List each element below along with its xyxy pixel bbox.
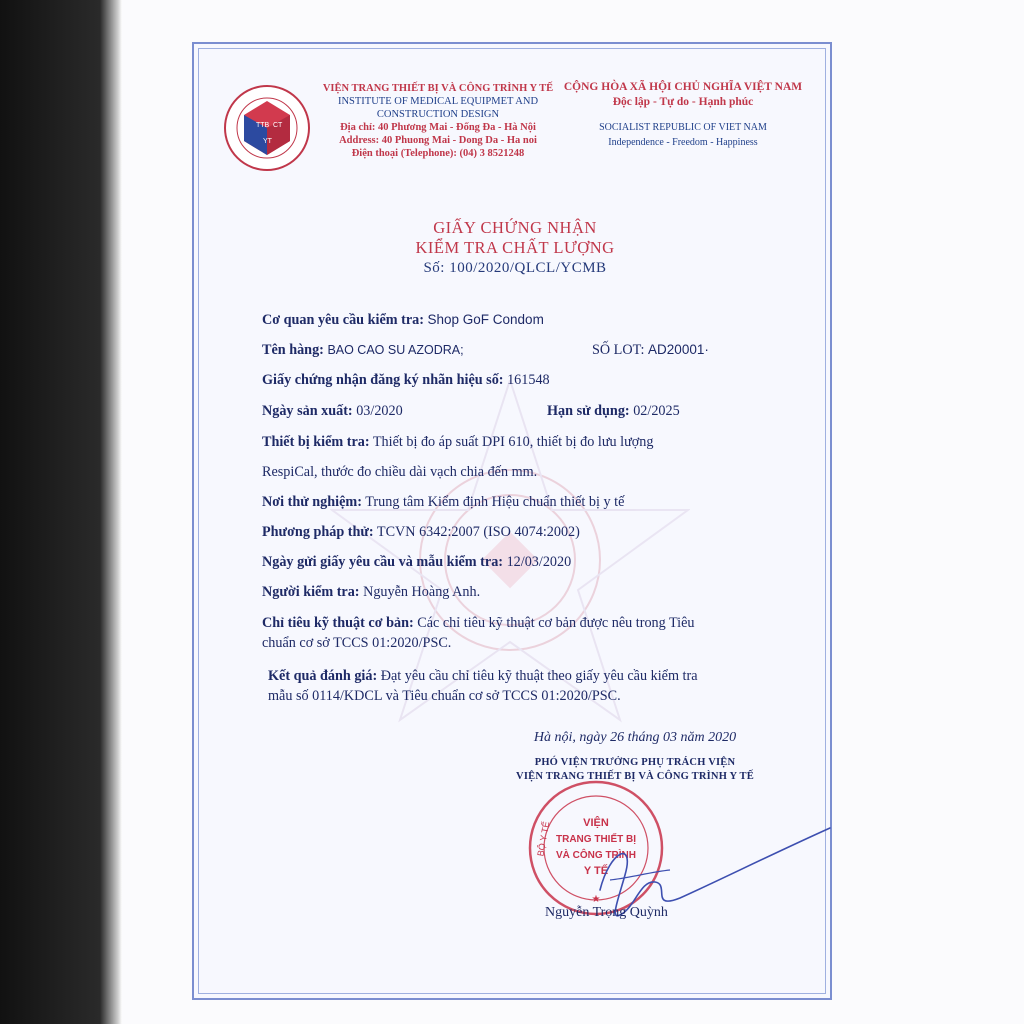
republic-header: [558, 80, 808, 150]
certificate-title: [300, 218, 730, 278]
scan-edge-shadow: [0, 0, 122, 1024]
inspector-label: Người kiểm tra:: [262, 584, 360, 600]
sent-date-label: Ngày gửi giấy yêu cầu và mẫu kiểm tra:: [262, 554, 504, 570]
requester-row: [262, 312, 544, 329]
motto-en: Independence - Freedom - Happiness: [608, 137, 758, 148]
dates-row: [262, 403, 807, 420]
method-label: Phương pháp thử:: [262, 524, 374, 540]
svg-text:★: ★: [591, 894, 601, 905]
spec-value-1: Các chỉ tiêu kỹ thuật cơ bản được nêu trong Tiêu: [417, 615, 695, 631]
trademark-value: 161548: [507, 372, 550, 388]
stamp-line-3: VÀ CÔNG TRÌNH: [556, 850, 636, 861]
republic-name-en: SOCIALIST REPUBLIC OF VIET NAM: [599, 122, 767, 133]
spec-value-2: chuẩn cơ sở TCCS 01:2020/PSC.: [262, 635, 452, 651]
equipment-value-2: RespiCal, thước đo chiều dài vạch chia đến mm.: [262, 464, 538, 480]
logo-letters-ttb: TTB: [256, 122, 270, 129]
sent-date-value: 12/03/2020: [506, 554, 572, 570]
mfg-value: 03/2020: [356, 403, 403, 419]
title-line-1: GIẤY CHỨNG NHẬN: [433, 218, 597, 237]
equipment-row: [262, 434, 653, 451]
stamp-line-4: Y TẾ: [583, 865, 609, 877]
signer-name: Nguyễn Trọng Quỳnh: [545, 905, 668, 920]
institute-name-en-2: CONSTRUCTION DESIGN: [376, 109, 500, 120]
product-row: [262, 342, 807, 359]
address-vn: Địa chỉ: 40 Phương Mai - Đống Đa - Hà Nội: [340, 122, 536, 133]
product-value: BAO CAO SU AZODRA;: [327, 343, 464, 357]
sent-date-row: [262, 554, 571, 571]
exp-label: Hạn sử dụng:: [547, 403, 630, 419]
trademark-label: Giấy chứng nhận đăng ký nhãn hiệu số:: [262, 372, 504, 388]
republic-name-vn: CỘNG HÒA XÃ HỘI CHỦ NGHĨA VIỆT NAM: [563, 81, 803, 93]
result-row: [268, 668, 698, 685]
stamp-line-1: VIỆN: [583, 817, 609, 829]
test-place-row: [262, 494, 624, 511]
requester-value: Shop GoF Condom: [427, 312, 544, 327]
signer-position-1: PHÓ VIỆN TRƯỞNG PHỤ TRÁCH VIỆN: [534, 757, 736, 768]
signer-position-2: VIỆN TRANG THIẾT BỊ VÀ CÔNG TRÌNH Y TẾ: [516, 771, 754, 782]
trademark-row: [262, 372, 550, 389]
spec-row: [262, 615, 695, 632]
result-value-2: mẫu số 0114/KDCL và Tiêu chuẩn cơ sở TCCS 01:2020/PSC.: [268, 688, 621, 704]
requester-label: Cơ quan yêu cầu kiểm tra:: [262, 312, 424, 328]
product-label: Tên hàng:: [262, 342, 324, 358]
spec-label: Chỉ tiêu kỹ thuật cơ bản:: [262, 615, 414, 631]
address-en: Address: 40 Phuong Mai - Dong Da - Ha noi: [339, 135, 537, 146]
equipment-value-1: Thiết bị đo áp suất DPI 610, thiết bị đo lưu lượng: [372, 434, 654, 450]
stamp-ring-text: BỘ Y TẾ: [535, 820, 552, 857]
result-label: Kết quả đánh giá:: [268, 668, 378, 684]
stamp-line-2: TRANG THIẾT BỊ: [556, 834, 636, 845]
certificate-number: Số: 100/2020/QLCL/YCMB: [423, 260, 607, 276]
institute-name-en-1: INSTITUTE OF MEDICAL EQUIPMET AND: [337, 96, 539, 107]
exp-value: 02/2025: [633, 403, 680, 419]
test-place-label: Nơi thử nghiệm:: [262, 494, 362, 510]
test-place-value: Trung tâm Kiểm định Hiệu chuẩn thiết bị y tế: [365, 494, 625, 510]
lot-value: AD20001·: [648, 342, 709, 357]
motto-vn: Độc lập - Tự do - Hạnh phúc: [612, 96, 754, 108]
title-line-2: KIỂM TRA CHẤT LƯỢNG: [415, 238, 615, 257]
phone: Điện thoại (Telephone): (04) 3 8521248: [351, 148, 525, 159]
signature-block: [460, 730, 810, 784]
inspector-value: Nguyễn Hoàng Anh.: [363, 584, 481, 600]
method-value: TCVN 6342:2007 (ISO 4074:2002): [376, 524, 580, 540]
logo-letters-yt: YT: [263, 138, 272, 145]
institute-header: [318, 82, 558, 160]
institute-logo-icon: [222, 83, 312, 173]
lot-label: SỐ LOT:: [592, 342, 645, 358]
signing-date: Hà nội, ngày 26 tháng 03 năm 2020: [533, 730, 737, 745]
result-value-1: Đạt yêu cầu chỉ tiêu kỹ thuật theo giấy yêu cầu kiểm tra: [380, 668, 698, 684]
method-row: [262, 524, 580, 541]
inspector-row: [262, 584, 480, 601]
institute-name-vn: VIỆN TRANG THIẾT BỊ VÀ CÔNG TRÌNH Y TẾ: [322, 83, 554, 94]
mfg-label: Ngày sản xuất:: [262, 403, 353, 419]
equipment-label: Thiết bị kiểm tra:: [262, 434, 370, 450]
logo-letters-ct: CT: [273, 122, 283, 129]
